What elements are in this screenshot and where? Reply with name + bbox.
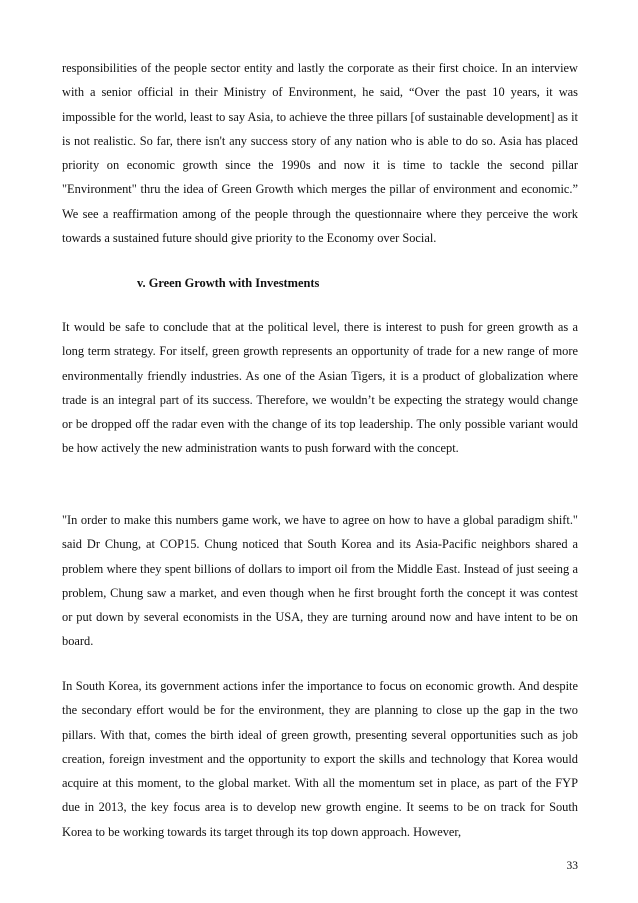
- paragraph-south-korea: In South Korea, its government actions infer the importance to focus on economic growth. And despite the secondary effort would be for the environment, they are planning to close up the gap in the two pillars. With that, comes the birth ideal of green growth, presenting several opportunities such as job creation, foreign investment and the opportunity to export the skills and technology that Korea would acquire at this moment, to the global market. With all the momentum set in place, as part of the FYP due in 2013, the key focus area is to develop new growth engine. It seems to be on track for South Korea to be working towards its target through its top down approach. However,: [62, 679, 578, 839]
- paragraph-chung-quote: "In order to make this numbers game work, we have to agree on how to have a global paradigm shift." said Dr Chung, at COP15. Chung noticed that South Korea and its Asia-Pacific neighbors shared a problem where they spent billions of dollars to import oil from the Middle East. Instead of just seeing a problem, Chung saw a market, and even though when he first brought forth the concept it was contest or put down by several economists in the USA, they are turning around now and have intent to be on board.: [62, 513, 578, 649]
- paragraph-intro: responsibilities of the people sector entity and lastly the corporate as their first choice. In an interview with a senior official in their Ministry of Environment, he said, “Over the past 10 years, it was impossible for the world, least to say Asia, to achieve the three pillars [of sustainable development] as it is not realistic. So far, there isn't any success story of any nation who is able to do so. Asia has placed priority on economic growth since the 1990s and now it is time to tackle the second pillar "Environment" thru the idea of Green Growth which merges the pillar of environment and economic.” We see a reaffirmation among of the people through the questionnaire where they perceive the work towards a sustained future should give priority to the Economy over Social.: [62, 61, 578, 246]
- paragraph-political-level: It would be safe to conclude that at the political level, there is interest to push for green growth as a long term strategy. For itself, green growth represents an opportunity of trade for a new range of more environmentally friendly industries. As one of the Asian Tigers, it is a product of globalization where trade is an integral part of its success. Therefore, we wouldn’t be expecting the strategy would change or be dropped off the radar even with the change of its top leadership. The only possible variant would be how actively the new administration wants to push forward with the concept.: [62, 320, 578, 456]
- section-heading: v. Green Growth with Investments: [137, 276, 320, 290]
- page-number: 33: [566, 860, 578, 872]
